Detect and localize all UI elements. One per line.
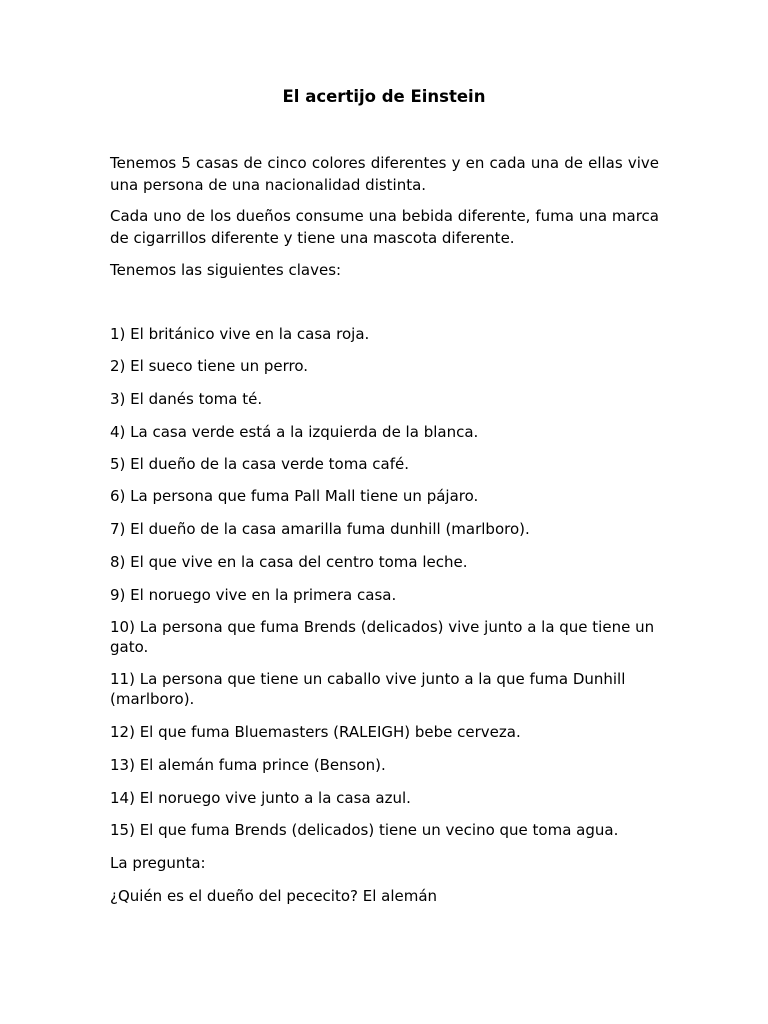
clue-item: 5) El dueño de la casa verde toma café. <box>110 455 410 473</box>
clue-item: 4) La casa verde está a la izquierda de la blanca. <box>110 423 479 441</box>
clue-item: 2) El sueco tiene un perro. <box>110 357 309 375</box>
clue-item: 14) El noruego vive junto a la casa azul. <box>110 789 411 807</box>
clue-item: 7) El dueño de la casa amarilla fuma dunhill (marlboro). <box>110 520 530 538</box>
intro-paragraph-1: Tenemos 5 casas de cinco colores diferentes y en cada una de ellas vive una persona de una nacionalidad distinta. <box>110 154 659 194</box>
question-answer: ¿Quién es el dueño del pececito? El alemán <box>110 887 438 905</box>
question-label: La pregunta: <box>110 854 206 872</box>
document-title: El acertijo de Einstein <box>282 87 486 106</box>
clue-item: 6) La persona que fuma Pall Mall tiene un pájaro. <box>110 487 479 505</box>
clue-item: 1) El británico vive en la casa roja. <box>110 325 370 343</box>
clue-item: 9) El noruego vive en la primera casa. <box>110 586 397 604</box>
clue-item: 15) El que fuma Brends (delicados) tiene un vecino que toma agua. <box>110 821 619 839</box>
intro-paragraph-2: Cada uno de los dueños consume una bebida diferente, fuma una marca de cigarrillos diferente y tiene una mascota diferente. <box>110 207 659 247</box>
clue-item: 11) La persona que tiene un caballo vive junto a la que fuma Dunhill (marlboro). <box>110 670 626 708</box>
clue-item: 10) La persona que fuma Brends (delicados) vive junto a la que tiene un gato. <box>110 618 655 656</box>
clue-item: 3) El danés toma té. <box>110 390 263 408</box>
clue-item: 13) El alemán fuma prince (Benson). <box>110 756 386 774</box>
intro-paragraph-3: Tenemos las siguientes claves: <box>110 261 342 279</box>
clue-item: 8) El que vive en la casa del centro toma leche. <box>110 553 468 571</box>
clue-item: 12) El que fuma Bluemasters (RALEIGH) bebe cerveza. <box>110 723 521 741</box>
